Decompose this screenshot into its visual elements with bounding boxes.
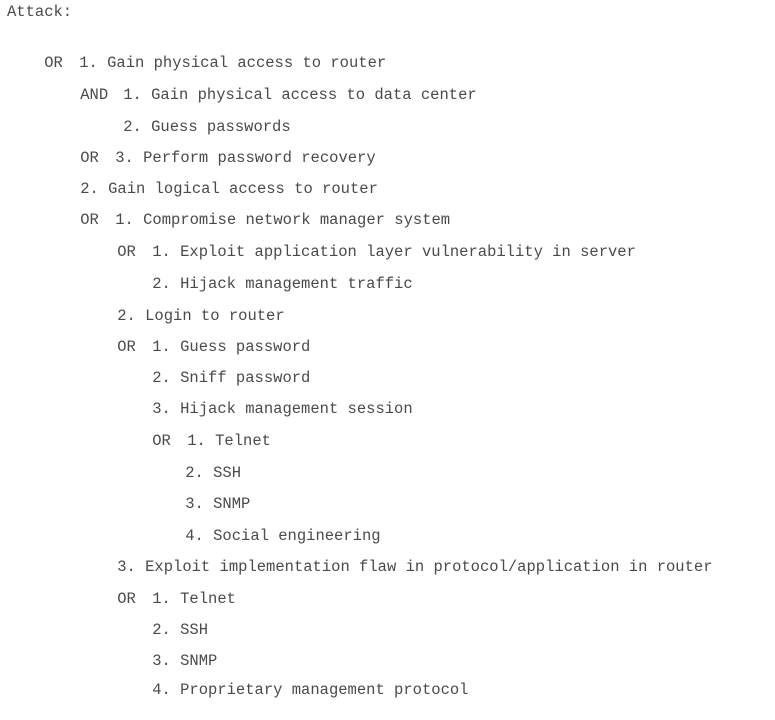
tree-node-text: 2. SSH (185, 464, 242, 482)
tree-node-text: 2. Guess passwords (123, 118, 291, 136)
logic-operator: OR (117, 338, 136, 356)
tree-node-text: 3. Exploit implementation flaw in protocol/application in router (117, 558, 713, 576)
tree-node-text: 2. Gain logical access to router (80, 180, 378, 198)
tree-node-text: 3. Perform password recovery (115, 149, 376, 167)
tree-node-text: 1. Gain physical access to router (79, 54, 387, 72)
tree-node-text: 1. Exploit application layer vulnerability in server (152, 243, 636, 261)
logic-operator: AND (80, 86, 109, 104)
tree-node-text: 1. Compromise network manager system (115, 211, 451, 229)
logic-operator: OR (44, 54, 63, 72)
tree-node-text: 1. Guess password (152, 338, 311, 356)
tree-node-text: 4. Proprietary management protocol (152, 681, 469, 699)
logic-operator: OR (117, 590, 136, 608)
tree-node-text: 2. Sniff password (152, 369, 311, 387)
tree-node-text: 3. SNMP (185, 495, 251, 513)
tree-node-text: 3. Hijack management session (152, 400, 413, 418)
tree-node-text: 2. Login to router (117, 307, 285, 325)
tree-node-text: 1. Gain physical access to data center (123, 86, 477, 104)
logic-operator: OR (80, 211, 99, 229)
logic-operator: OR (80, 149, 99, 167)
tree-node-text: 3. SNMP (152, 652, 218, 670)
tree-node-text: 2. SSH (152, 621, 209, 639)
tree-node-text: 4. Social engineering (185, 527, 381, 545)
attack-title: Attack: (7, 3, 73, 21)
logic-operator: OR (117, 243, 136, 261)
tree-node-text: 2. Hijack management traffic (152, 275, 413, 293)
tree-node-text: 1. Telnet (152, 590, 236, 608)
logic-operator: OR (152, 432, 171, 450)
tree-line (115, 660, 468, 720)
tree-node-text: 1. Telnet (187, 432, 271, 450)
